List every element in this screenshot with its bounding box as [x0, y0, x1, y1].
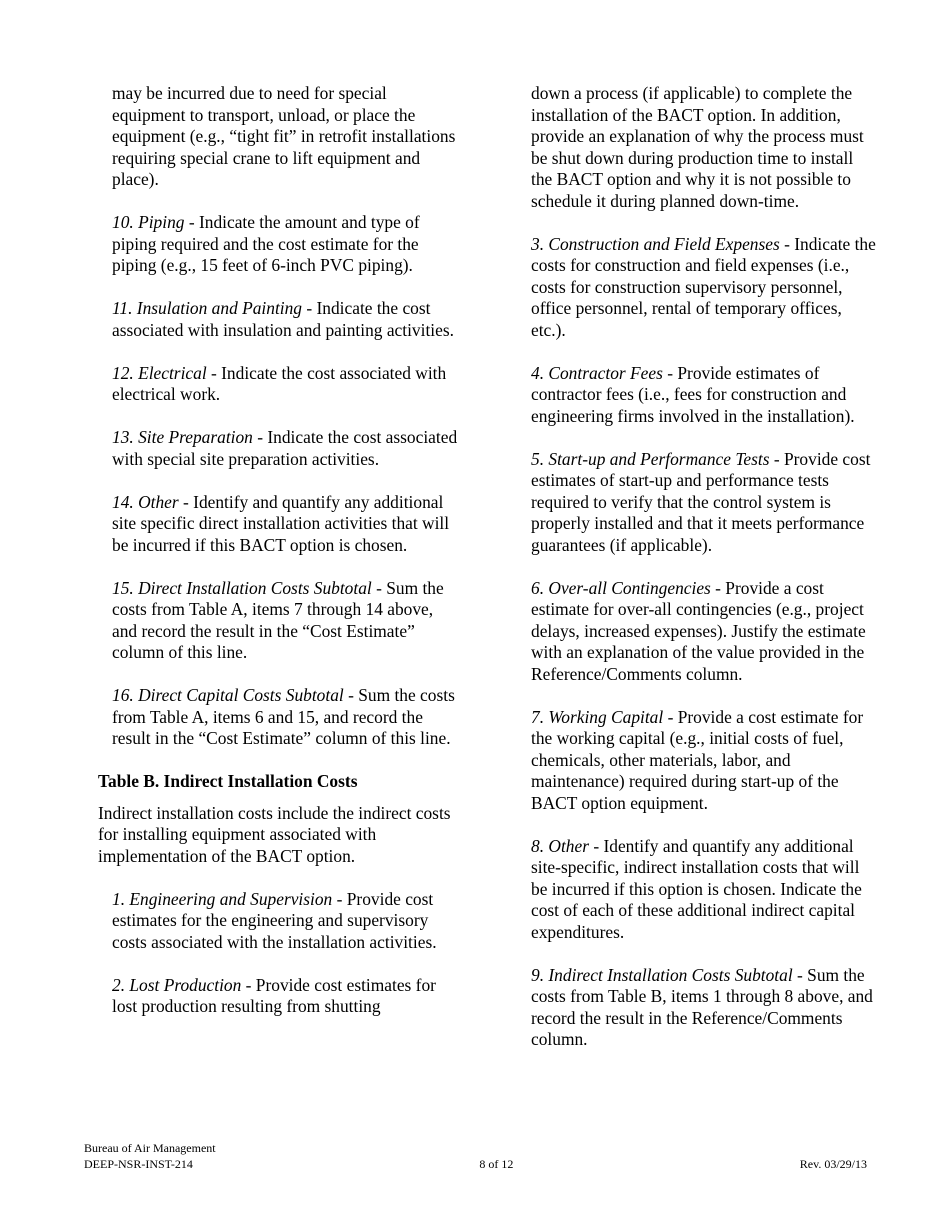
- item-text: - Sum the costs from Table A, items 6 and 15, and record the result in the “Cost Estimate” column of this line.: [112, 685, 455, 748]
- left-column: [98, 83, 458, 1039]
- item-text: - Indicate the cost associated with electrical work.: [112, 362, 447, 404]
- item-text: - Indicate the cost associated with special site preparation activities.: [112, 427, 458, 469]
- item-text: - Sum the costs from Table A, items 7 through 14 above, and record the result in the “Cost Estimate” column of this line.: [112, 577, 444, 662]
- table-b-heading: Table B. Indirect Installation Costs: [98, 771, 358, 791]
- item-text: - Provide cost estimates of start-up and performance tests required to verify that the control system is properly installed and that it meets performance guarantees (if applicable).: [531, 448, 871, 555]
- list-item: [531, 707, 876, 815]
- table-b-intro: Indirect installation costs include the indirect costs for installing equipment associated with implementation of the BACT option.: [98, 802, 451, 866]
- list-item: [98, 685, 458, 750]
- item-text: - Provide a cost estimate for over-all contingencies (e.g., project delays, increased expenses). Justify the estimate with an explanation of the value provided in the Reference/Comments column.: [531, 577, 866, 684]
- list-item: [531, 363, 876, 428]
- item-term: 5. Start-up and Performance Tests: [531, 448, 770, 469]
- list-item: [98, 212, 458, 277]
- item-term: 7. Working Capital: [531, 706, 664, 727]
- footer-row: [84, 1156, 867, 1172]
- footer-doc-id: DEEP-NSR-INST-214: [84, 1157, 193, 1171]
- item-term: 1. Engineering and Supervision: [112, 888, 333, 909]
- list-item: [531, 449, 876, 557]
- page-footer: [84, 1140, 867, 1172]
- list-item: [98, 889, 458, 954]
- list-item: [531, 578, 876, 686]
- list-item: [98, 427, 458, 470]
- list-item: [98, 363, 458, 406]
- item-text: - Provide a cost estimate for the working capital (e.g., initial costs of fuel, chemicals, other materials, labor, and maintenance) required during start-up of the BACT option equipment.: [531, 706, 864, 813]
- list-item: [531, 234, 876, 342]
- item-term: 4. Contractor Fees: [531, 362, 663, 383]
- list-item: [98, 492, 458, 557]
- item-term: 3. Construction and Field Expenses: [531, 233, 780, 254]
- list-item: [531, 836, 876, 944]
- item-term: 15. Direct Installation Costs Subtotal: [112, 577, 372, 598]
- item-term: 14. Other: [112, 491, 179, 512]
- footer-page-number: 8 of 12: [479, 1157, 514, 1171]
- list-item: [98, 975, 458, 1018]
- item-text: - Indicate the amount and type of piping required and the cost estimate for the piping (e.g., 15 feet of 6-inch PVC piping).: [112, 212, 420, 275]
- list-item: [98, 298, 458, 341]
- item-term: 2. Lost Production: [112, 974, 242, 995]
- item-text: - Sum the costs from Table B, items 1 through 8 above, and record the result in the Reference/Comments column.: [531, 964, 873, 1049]
- item-text: - Provide cost estimates for lost production resulting from shutting: [112, 974, 436, 1016]
- item-term: 13. Site Preparation: [112, 427, 253, 447]
- item-text: - Provide cost estimates for the engineering and supervisory costs associated with the installation activities.: [112, 888, 437, 952]
- item-term: 8. Other: [531, 835, 589, 856]
- right-continuation-text: down a process (if applicable) to complete the installation of the BACT option. In addition, provide an explanation of why the process must be shut down during production time to install the BACT option and why it is not possible to schedule it during planned down-time.: [531, 83, 864, 211]
- item-term: 16. Direct Capital Costs Subtotal: [112, 685, 344, 705]
- item-term: 12. Electrical: [112, 362, 207, 383]
- list-item: [98, 578, 458, 664]
- item-text: - Identify and quantify any additional site-specific, indirect installation costs that will be incurred if this option is chosen. Indicate the cost of each of these additional indirect capital expenditures.: [531, 835, 862, 942]
- item-text: - Indicate the costs for construction and field expenses (i.e., costs for construction supervisory personnel, office personnel, rental of temporary offices, etc.).: [531, 233, 876, 340]
- item-text: - Indicate the cost associated with insulation and painting activities.: [112, 298, 454, 340]
- item-text: - Provide estimates of contractor fees (i.e., fees for construction and engineering firms involved in the installation).: [531, 362, 855, 426]
- item-text: - Identify and quantify any additional site specific direct installation activities that will be incurred if this BACT option is chosen.: [112, 491, 450, 555]
- item-term: 9. Indirect Installation Costs Subtotal: [531, 964, 793, 985]
- item-term: 6. Over-all Contingencies: [531, 577, 711, 598]
- item-term: 11. Insulation and Painting: [112, 298, 303, 318]
- footer-org: Bureau of Air Management: [84, 1141, 216, 1155]
- right-column: [531, 83, 876, 1072]
- footer-revision: Rev. 03/29/13: [799, 1157, 867, 1171]
- left-continuation-text: may be incurred due to need for special equipment to transport, unload, or place the equipment (e.g., “tight fit” in retrofit installations requiring special crane to lift equipment and place).: [112, 83, 456, 189]
- list-item: [531, 965, 876, 1051]
- item-term: 10. Piping: [112, 212, 185, 232]
